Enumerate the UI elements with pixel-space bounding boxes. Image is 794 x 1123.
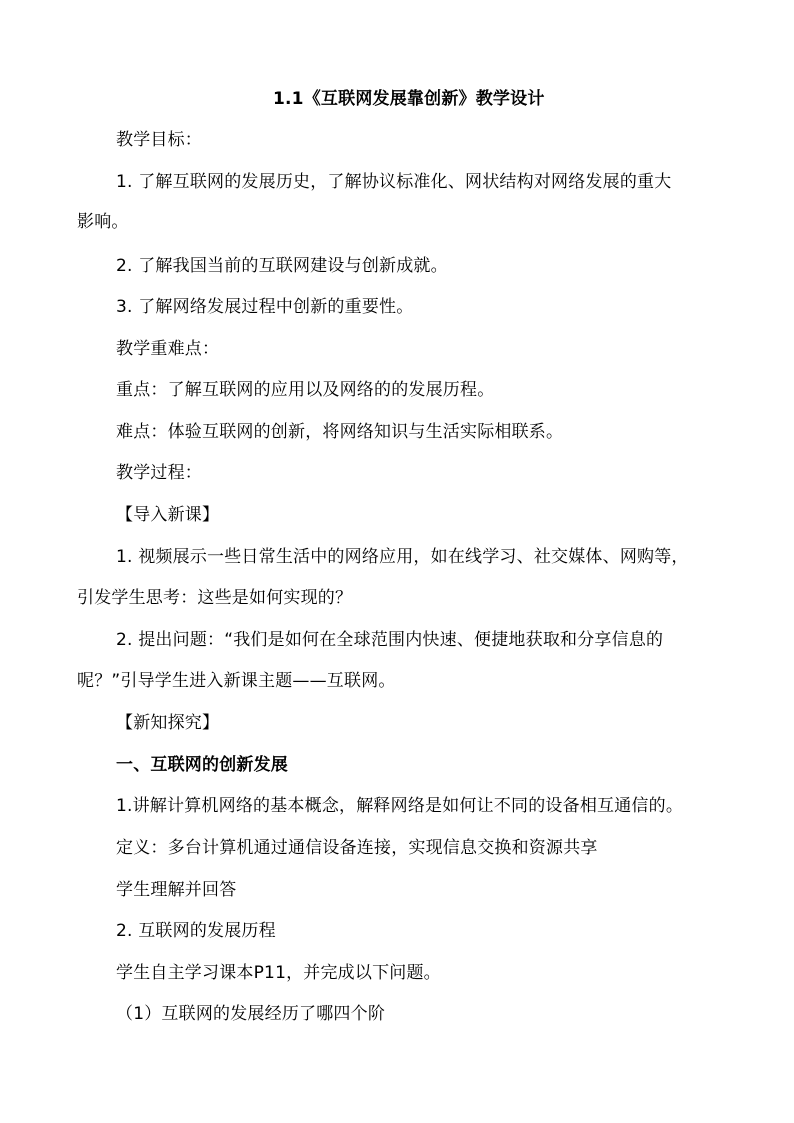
intro-2-line-1: 2. 提出问题：“我们是如何在全球范围内快速、便捷地获取和分享信息的 (116, 630, 664, 650)
goal-1-line-1: 1. 了解互联网的发展历史，了解协议标准化、网状结构对网络发展的重大 (116, 172, 672, 192)
section-1-heading: 一、互联网的创新发展 (116, 755, 288, 775)
goal-1-line-2: 影响。 (77, 212, 129, 232)
intro-heading: 【导入新课】 (116, 505, 220, 525)
explore-heading: 【新知探究】 (116, 713, 220, 733)
goal-2: 2. 了解我国当前的互联网建设与创新成就。 (116, 256, 448, 276)
goals-heading: 教学目标： (116, 130, 202, 150)
key-heading: 教学重难点： (116, 339, 220, 359)
process-heading: 教学过程： (116, 463, 202, 483)
intro-1-line-1: 1. 视频展示一些日常生活中的网络应用，如在线学习、社交媒体、网购等， (116, 547, 689, 567)
section-1-item-2: 2. 互联网的发展历程 (116, 921, 276, 941)
self-study: 学生自主学习课本P11，并完成以下问题。 (116, 963, 441, 983)
key-point: 重点：了解互联网的应用以及网络的的发展历程。 (116, 380, 495, 400)
difficult-point: 难点：体验互联网的创新，将网络知识与生活实际相联系。 (116, 422, 564, 442)
section-1-item-1: 1.讲解计算机网络的基本概念，解释网络是如何让不同的设备相互通信的。 (116, 796, 684, 816)
question-1: （1）互联网的发展经历了哪四个阶 (116, 1004, 386, 1024)
definition: 定义：多台计算机通过通信设备连接，实现信息交换和资源共享 (116, 838, 598, 858)
document-title: 1.1《互联网发展靠创新》教学设计 (273, 89, 545, 109)
student-answer: 学生理解并回答 (116, 880, 237, 900)
goal-3: 3. 了解网络发展过程中创新的重要性。 (116, 297, 414, 317)
intro-1-line-2: 引发学生思考：这些是如何实现的？ (77, 588, 353, 608)
intro-2-line-2: 呢？”引导学生进入新课主题——互联网。 (77, 671, 396, 691)
